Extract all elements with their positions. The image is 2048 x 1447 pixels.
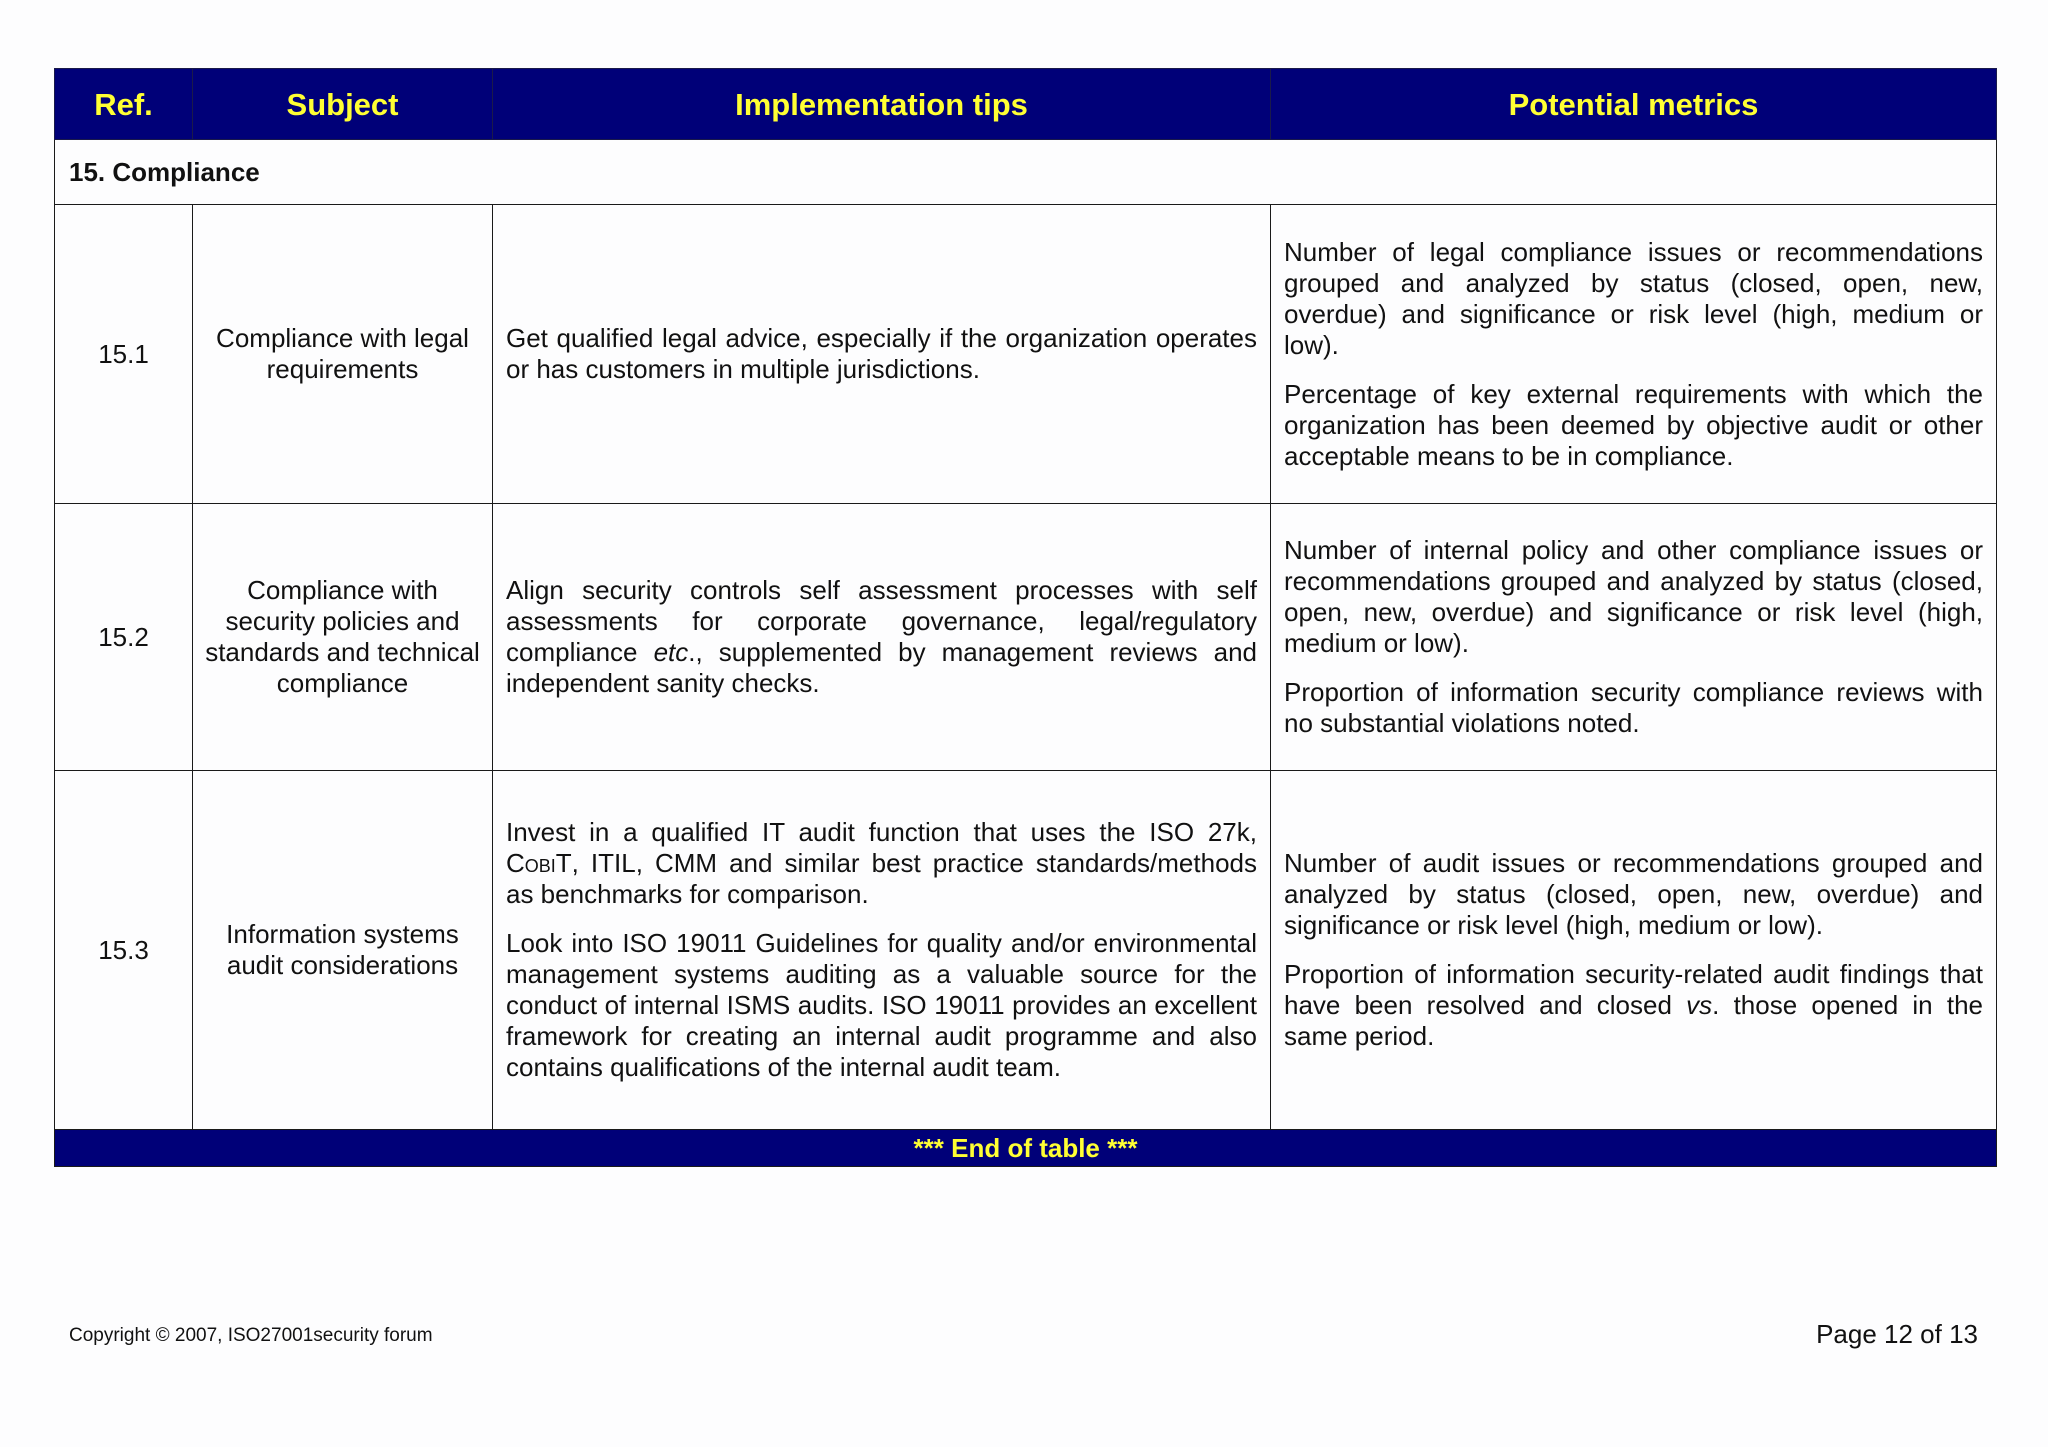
tips-paragraph: Get qualified legal advice, especially if the organization operates or has customers in multiple jurisdictions. bbox=[506, 323, 1257, 384]
row-metrics bbox=[1271, 771, 1997, 1130]
row-tips bbox=[493, 205, 1271, 504]
tips-text: Invest in a qualified IT audit function that uses the ISO 27k, bbox=[506, 817, 1257, 847]
copyright-notice: Copyright © 2007, ISO27001security forum bbox=[69, 1325, 433, 1346]
row-ref: 15.1 bbox=[55, 205, 193, 504]
end-of-table-label: *** End of table *** bbox=[55, 1130, 1997, 1167]
row-subject: Compliance with security policies and standards and technical compliance bbox=[193, 504, 493, 771]
table-row bbox=[55, 504, 1997, 771]
tips-paragraph bbox=[506, 817, 1257, 910]
tips-paragraph bbox=[506, 575, 1257, 699]
section-row bbox=[55, 140, 1997, 205]
tips-text: ., supplemented by management reviews and independent sanity checks. bbox=[506, 637, 1257, 698]
tips-text: , ITIL, CMM and similar best practice standards/methods as benchmarks for comparison. bbox=[506, 848, 1257, 909]
page-number: Page 12 of 13 bbox=[1816, 1319, 1978, 1349]
row-ref: 15.3 bbox=[55, 771, 193, 1130]
tips-emphasis: etc bbox=[653, 637, 689, 667]
metrics-paragraph: Number of audit issues or recommendations grouped and analyzed by status (closed, open, new, overdue) and significance or risk level (high, medium or low). bbox=[1284, 848, 1983, 940]
metrics-text: Proportion of information security-related audit findings that have been resolved and closed bbox=[1284, 959, 1983, 1020]
table-row bbox=[55, 205, 1997, 504]
end-of-table-row bbox=[55, 1130, 1997, 1167]
header-ref: Ref. bbox=[55, 69, 193, 140]
metrics-text: . those opened in the same period. bbox=[1284, 990, 1983, 1051]
section-title: 15. Compliance bbox=[55, 140, 1997, 205]
tips-text: Align security controls self assessment processes with self assessments for corporate governance, legal/regulatory compliance bbox=[506, 575, 1257, 667]
header-implementation-tips: Implementation tips bbox=[493, 69, 1271, 140]
metrics-table bbox=[54, 68, 1997, 1167]
table-row bbox=[55, 771, 1997, 1130]
metrics-emphasis: vs bbox=[1686, 990, 1713, 1020]
row-tips bbox=[493, 771, 1271, 1130]
tips-paragraph: Look into ISO 19011 Guidelines for quality and/or environmental management systems auditing as a valuable source for the conduct of internal ISMS audits. ISO 19011 provides an excellent framework for creating an internal audit programme and also contains qualifications of the internal audit team. bbox=[506, 928, 1257, 1082]
row-ref: 15.2 bbox=[55, 504, 193, 771]
metrics-paragraph: Number of internal policy and other compliance issues or recommendations grouped and analyzed by status (closed, open, new, overdue) and significance or risk level (high, medium or low). bbox=[1284, 535, 1983, 658]
header-potential-metrics: Potential metrics bbox=[1271, 69, 1997, 140]
row-subject: Compliance with legal requirements bbox=[193, 205, 493, 504]
row-tips bbox=[493, 504, 1271, 771]
header-subject: Subject bbox=[193, 69, 493, 140]
row-metrics bbox=[1271, 205, 1997, 504]
row-metrics bbox=[1271, 504, 1997, 771]
metrics-paragraph: Percentage of key external requirements with which the organization has been deemed by objective audit or other acceptable means to be in compliance. bbox=[1284, 378, 1983, 471]
row-subject: Information systems audit considerations bbox=[193, 771, 493, 1130]
metrics-paragraph bbox=[1284, 959, 1983, 1052]
cobit-smallcaps: CobiT bbox=[506, 848, 572, 878]
metrics-paragraph: Proportion of information security compliance reviews with no substantial violations noted. bbox=[1284, 677, 1983, 738]
table-header-row bbox=[55, 69, 1997, 140]
metrics-paragraph: Number of legal compliance issues or recommendations grouped and analyzed by status (closed, open, new, overdue) and significance or risk level (high, medium or low). bbox=[1284, 236, 1983, 360]
